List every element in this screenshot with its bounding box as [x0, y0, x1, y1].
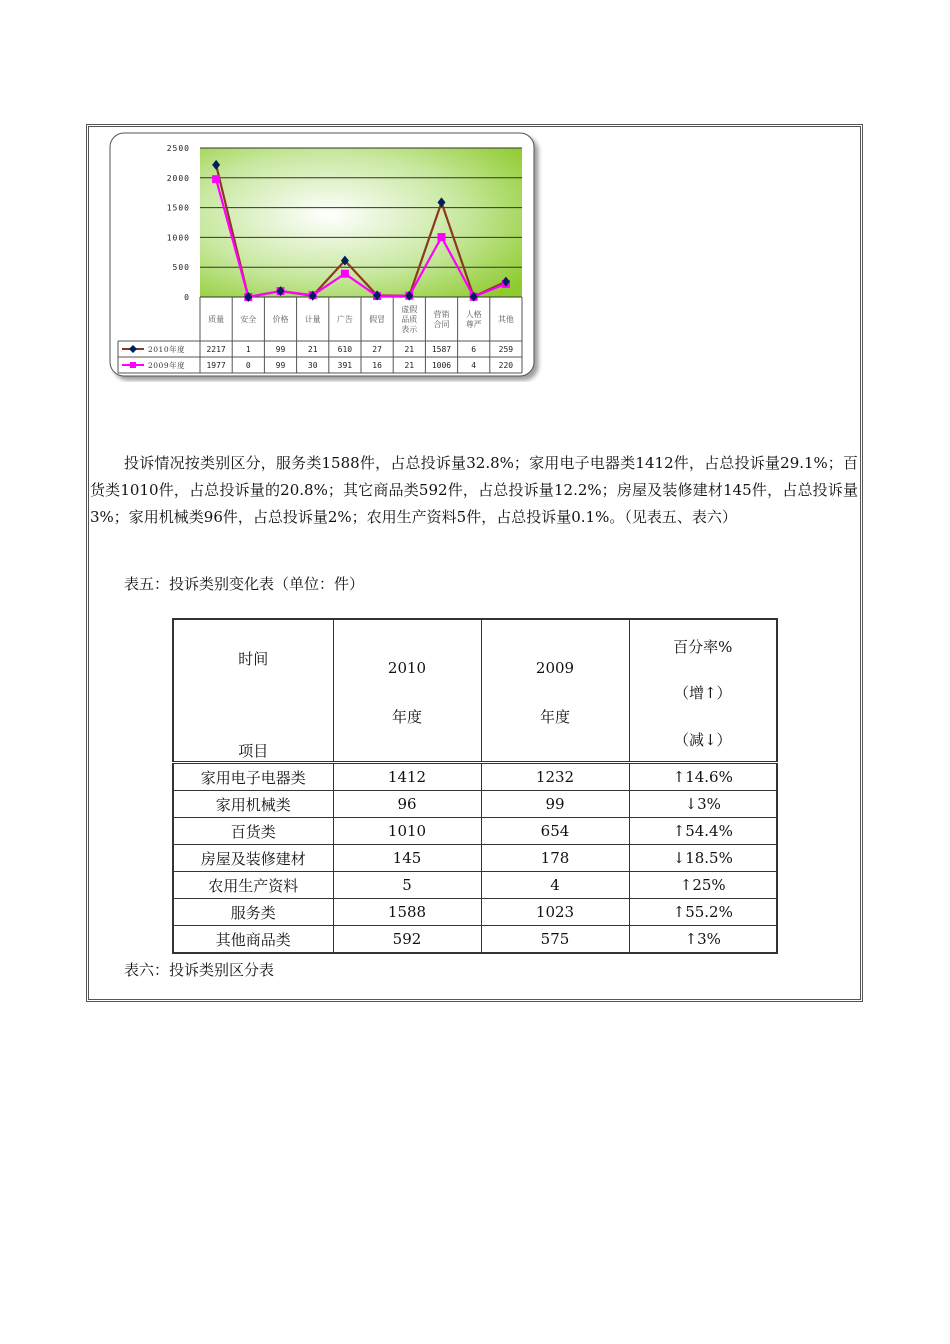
row-item: 家用机械类 [173, 791, 333, 818]
header-2010-label: 年度 [391, 708, 422, 726]
row-2009: 4 [481, 872, 629, 899]
data-label: 259 [498, 345, 514, 354]
data-label: 21 [404, 361, 415, 370]
row-item: 房屋及装修建材 [173, 845, 333, 872]
row-item: 农用生产资料 [173, 872, 333, 899]
table-row [173, 818, 777, 845]
row-pct: ↓18.5% [629, 845, 777, 872]
data-label: 391 [337, 361, 353, 370]
header-pct-label: 百分率% [673, 638, 733, 656]
row-2010: 145 [333, 845, 481, 872]
plot-area [200, 148, 522, 297]
row-pct: ↑54.4% [629, 818, 777, 845]
category-label: 表示 [401, 325, 418, 334]
data-label: 0 [245, 361, 251, 370]
table5-caption: 表五：投诉类别变化表（单位：件） [124, 575, 365, 593]
header-item: 项目 [238, 742, 269, 760]
table-row [173, 926, 777, 954]
data-label: 2217 [206, 345, 226, 354]
complaint-chart [108, 131, 544, 382]
data-label: 16 [372, 361, 382, 370]
y-tick-label: 2000 [166, 173, 190, 183]
table-row [173, 845, 777, 872]
table-row [173, 763, 777, 791]
table5 [172, 618, 778, 954]
legend-label: 2009年度 [148, 361, 186, 370]
table-row [173, 791, 777, 818]
data-label: 21 [404, 345, 415, 354]
header-2009-label: 年度 [539, 708, 570, 726]
header-2009 [481, 619, 629, 763]
row-pct: ↑55.2% [629, 899, 777, 926]
data-label: 21 [307, 345, 318, 354]
data-label: 6 [471, 345, 477, 354]
data-label: 99 [275, 345, 286, 354]
row-item: 其他商品类 [173, 926, 333, 954]
row-2009: 99 [481, 791, 629, 818]
y-tick-label: 2500 [166, 144, 190, 153]
data-label: 610 [337, 345, 353, 354]
row-item: 家用电子电器类 [173, 763, 333, 791]
data-label: 27 [372, 345, 382, 354]
category-label: 虚假 [401, 305, 418, 314]
category-label: 合同 [433, 320, 450, 329]
row-2009: 654 [481, 818, 629, 845]
row-2009: 178 [481, 845, 629, 872]
data-label: 30 [307, 361, 318, 370]
line-chart [108, 131, 544, 382]
category-label: 尊严 [465, 320, 482, 329]
table6-caption: 表六：投诉类别区分表 [124, 961, 275, 979]
row-2009: 1023 [481, 899, 629, 926]
legend-label: 2010年度 [148, 345, 186, 354]
category-label: 品质 [401, 315, 418, 324]
category-label: 计量 [304, 315, 321, 324]
data-point [438, 233, 446, 241]
row-pct: ↑25% [629, 872, 777, 899]
table5-header-row [173, 619, 777, 763]
data-label: 4 [471, 361, 477, 370]
data-label: 1006 [431, 361, 452, 370]
y-tick-label: 0 [184, 293, 190, 302]
header-pct [629, 619, 777, 763]
y-tick-label: 1000 [166, 233, 190, 243]
row-item: 百货类 [173, 818, 333, 845]
category-label: 营销 [433, 310, 450, 319]
data-label: 1587 [431, 345, 452, 354]
legend-marker [130, 362, 136, 368]
row-pct: ↑3% [629, 926, 777, 954]
header-2010-year: 2010 [387, 659, 427, 677]
table-row [173, 899, 777, 926]
y-tick-label: 500 [172, 263, 190, 273]
row-2010: 96 [333, 791, 481, 818]
row-item: 服务类 [173, 899, 333, 926]
header-pct-down: （减↓） [673, 731, 732, 749]
row-2010: 1010 [333, 818, 481, 845]
header-2010 [333, 619, 481, 763]
category-label: 假冒 [369, 315, 386, 324]
category-label: 广告 [336, 315, 353, 324]
data-label: 1977 [206, 361, 226, 370]
summary-paragraph: 投诉情况按类别区分，服务类1588件，占总投诉量32.8%；家用电子电器类1412件，占总投诉量29.1%；百货类1010件，占总投诉量的20.8%；其它商品类592件，占总投诉量12.2%；房屋及装修建材145件，占总投诉量3%；家用机械类96件，占总投诉量2%；农用生产资料5件，占总投诉量0.1%。（见表五、表六） [90, 454, 858, 526]
row-2010: 592 [333, 926, 481, 954]
row-2009: 1232 [481, 763, 629, 791]
row-2010: 1588 [333, 899, 481, 926]
data-point [341, 270, 349, 278]
table-row [173, 872, 777, 899]
row-pct: ↑14.6% [629, 763, 777, 791]
row-2010: 1412 [333, 763, 481, 791]
data-label: 1 [245, 345, 251, 354]
data-label: 99 [275, 361, 286, 370]
category-label: 人格 [465, 310, 482, 319]
corner-cell [173, 619, 333, 763]
data-point [212, 175, 220, 183]
y-tick-label: 1500 [166, 203, 190, 213]
header-pct-up: （增↑） [673, 684, 732, 702]
category-label: 其他 [497, 315, 514, 324]
data-label: 220 [498, 361, 514, 370]
header-time: 时间 [238, 650, 269, 668]
row-2010: 5 [333, 872, 481, 899]
category-label: 质量 [208, 315, 225, 324]
row-2009: 575 [481, 926, 629, 954]
header-2009-year: 2009 [535, 659, 575, 677]
row-pct: ↓3% [629, 791, 777, 818]
category-label: 价格 [272, 315, 289, 324]
category-label: 安全 [240, 315, 257, 324]
